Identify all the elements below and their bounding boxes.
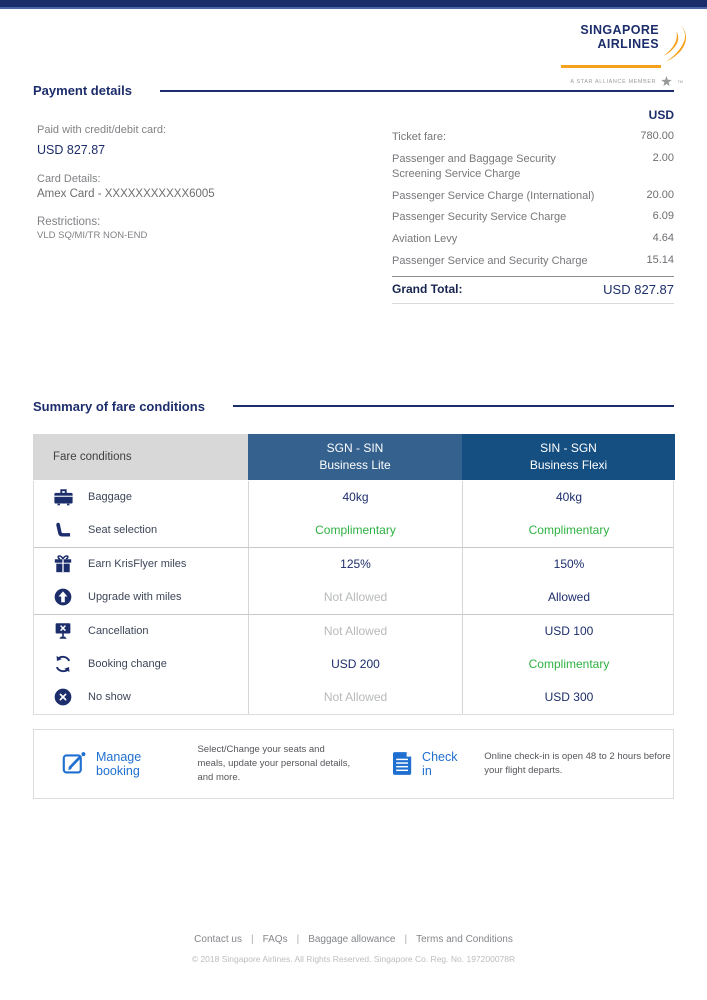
currency-header: USD [648, 108, 674, 122]
seat-icon [52, 522, 74, 539]
airline-wordmark [580, 24, 659, 51]
grand-total-amount: USD 827.87 [603, 281, 674, 297]
restrictions-value: VLD SQ/MI/TR NON-END [37, 230, 148, 241]
table-row-no-show [34, 681, 673, 714]
upgrade-arrow-icon [52, 588, 74, 606]
kris-bird-icon [663, 24, 687, 62]
fee-label: Aviation Levy [392, 233, 458, 246]
fee-amount: 6.09 [652, 210, 674, 223]
flexi-no-show-value: USD 300 [462, 681, 675, 714]
flexi-baggage-value: 40kg [462, 481, 675, 514]
restrictions-label: Restrictions: [37, 216, 101, 228]
fare-group-changes [34, 614, 673, 714]
table-row-booking-change [34, 648, 673, 681]
lite-no-show-value: Not Allowed [248, 681, 462, 714]
check-in-link[interactable] [393, 750, 460, 778]
payment-heading-rule [160, 90, 674, 92]
route-sgn-sin: SGN - SIN [326, 440, 384, 455]
row-label: Upgrade with miles [88, 591, 182, 604]
no-show-icon [52, 688, 74, 706]
manage-booking-label: Manage booking [96, 749, 142, 778]
fee-amount: 20.00 [646, 188, 674, 201]
fee-amount: 4.64 [652, 232, 674, 245]
fare-conditions-column-header: Fare conditions [33, 434, 248, 480]
manage-booking-description: Select/Change your seats and meals, update your personal details, and more. [197, 744, 351, 783]
payment-details-title: Payment details [33, 83, 132, 98]
row-label: Earn KrisFlyer miles [88, 558, 187, 571]
fee-row [392, 210, 674, 225]
logo-underline [561, 65, 661, 68]
terms-conditions-link[interactable]: Terms and Conditions [416, 934, 513, 945]
trademark-symbol: TM [677, 79, 683, 84]
fare-group-baggage-seat [34, 481, 673, 547]
fee-label: Passenger Service and Security Charge [392, 255, 588, 268]
fee-row [392, 232, 674, 247]
footer-links [0, 934, 707, 945]
card-number-masked: Amex Card - XXXXXXXXXXX6005 [37, 188, 215, 200]
fee-label: Passenger Security Service Charge [392, 211, 567, 224]
fare-table-header [33, 434, 674, 480]
footer-separator: | [404, 934, 408, 945]
fee-label: Passenger and Baggage Security Screening Service Charge [392, 152, 556, 180]
star-alliance-label: A STAR ALLIANCE MEMBER [570, 78, 657, 85]
check-in-description: Online check-in is open 48 to 2 hours before your flight departs. [484, 751, 671, 776]
cancellation-icon [52, 622, 74, 640]
flexi-earn-miles-value: 150% [462, 548, 675, 581]
business-flexi-column-header [462, 434, 675, 480]
footer-separator: | [250, 934, 254, 945]
lite-baggage-value: 40kg [248, 481, 462, 514]
page-header [0, 9, 707, 83]
paid-amount: USD 827.87 [37, 143, 106, 157]
card-details-label: Card Details: [37, 173, 101, 185]
route-sin-sgn: SIN - SGN [540, 440, 597, 455]
booking-change-icon [52, 655, 74, 673]
manage-booking-icon [62, 751, 87, 776]
top-accent-bar [0, 0, 707, 9]
payment-method-block [37, 108, 367, 304]
fee-row [392, 254, 674, 269]
airline-wordmark-line1: SINGAPORE [580, 23, 659, 37]
lite-seat-value: Complimentary [248, 514, 462, 547]
page-footer [0, 934, 707, 964]
table-row-baggage [34, 481, 673, 514]
fare-conditions-section [0, 399, 707, 715]
flexi-upgrade-value: Allowed [462, 581, 675, 614]
airline-wordmark-line2: AIRLINES [597, 36, 659, 51]
copyright-text: © 2018 Singapore Airlines. All Rights Reserved. Singapore Co. Reg. No. 197200078R [191, 954, 516, 964]
fee-amount: 780.00 [640, 130, 674, 142]
check-in-label: Check in [422, 749, 458, 778]
flexi-seat-value: Complimentary [462, 514, 675, 547]
fee-label: Passenger Service Charge (International) [392, 189, 595, 202]
table-row-seat-selection [34, 514, 673, 547]
payment-details-section [0, 83, 707, 304]
business-lite-column-header [248, 434, 462, 480]
fee-row [392, 130, 674, 145]
flexi-booking-change-value: Complimentary [462, 648, 675, 681]
fee-amount: 15.14 [646, 254, 674, 267]
star-alliance-line [557, 76, 683, 87]
gift-icon [52, 555, 74, 573]
row-label: Booking change [88, 658, 167, 671]
fare-conditions-table [33, 434, 674, 715]
table-row-cancellation [34, 615, 673, 648]
table-row-upgrade-miles [34, 581, 673, 614]
fee-row [392, 152, 674, 182]
quick-actions-box [33, 729, 674, 799]
fare-group-miles [34, 547, 673, 614]
fare-breakdown-block [392, 108, 674, 304]
check-in-icon [393, 751, 413, 776]
table-row-earn-miles [34, 548, 673, 581]
fare-heading-rule [233, 405, 674, 407]
row-label: No show [88, 691, 131, 704]
fare-table-body [33, 481, 674, 715]
class-business-flexi: Business Flexi [529, 457, 608, 472]
class-business-lite: Business Lite [319, 457, 391, 472]
manage-booking-link[interactable] [62, 750, 171, 778]
lite-cancellation-value: Not Allowed [248, 615, 462, 648]
row-label: Cancellation [88, 625, 149, 638]
lite-upgrade-value: Not Allowed [248, 581, 462, 614]
fee-label: Ticket fare: [392, 131, 446, 143]
singapore-airlines-logo [557, 24, 687, 87]
footer-separator: | [296, 934, 300, 945]
fee-row [392, 189, 674, 204]
fare-conditions-title: Summary of fare conditions [33, 398, 205, 414]
baggage-allowance-link[interactable]: Baggage allowance [308, 934, 396, 945]
grand-total-label: Grand Total: [392, 282, 463, 297]
contact-us-link[interactable]: Contact us [194, 934, 242, 945]
star-alliance-icon [661, 76, 672, 87]
baggage-icon [52, 489, 74, 506]
paid-with-label: Paid with credit/debit card: [37, 124, 167, 136]
grand-total-row [392, 276, 674, 304]
faqs-link[interactable]: FAQs [262, 934, 288, 945]
lite-booking-change-value: USD 200 [248, 648, 462, 681]
flexi-cancellation-value: USD 100 [462, 615, 675, 648]
row-label: Baggage [88, 491, 133, 504]
fee-amount: 2.00 [652, 151, 674, 164]
row-label: Seat selection [88, 524, 158, 537]
lite-earn-miles-value: 125% [248, 548, 462, 581]
